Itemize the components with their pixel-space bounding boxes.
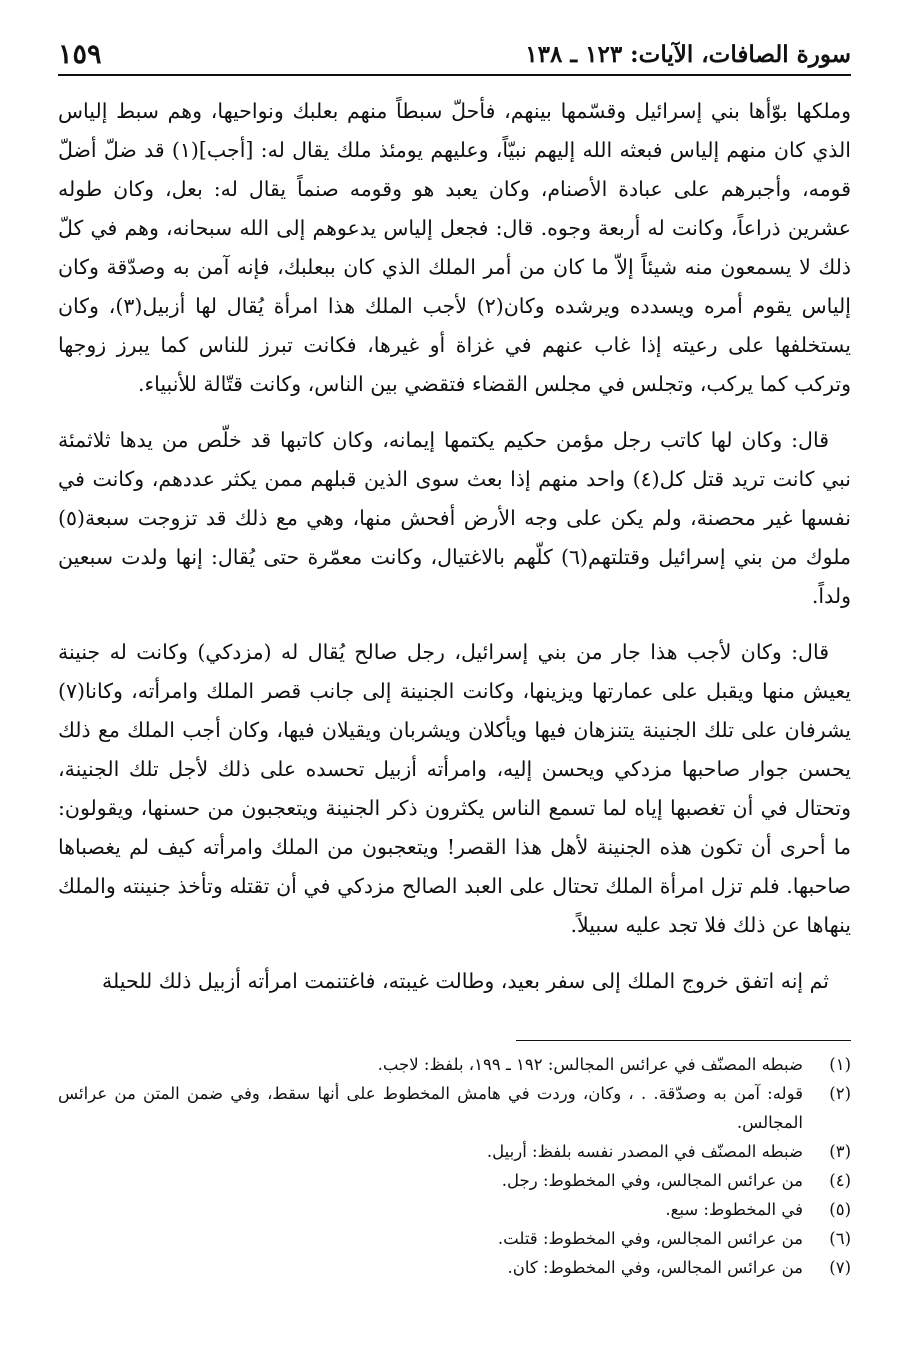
footnote-item	[58, 1253, 851, 1282]
footnote-divider	[516, 1040, 851, 1041]
paragraph-1: وملكها بوّأها بني إسرائيل وقسّمها بينهم، فأحلّ سبطاً منهم بعلبك ونواحيها، وهم سبط إلياس الذي كان منهم إلياس فبعثه الله إليهم نبيّاً، وعليهم يومئذ ملك يقال له: [أجب](١) قد ضلّ أضلّ قومه، وأجبرهم على عبادة الأصنام، وكان يعبد هو وقومه صنماً يقال له: بعل، وكان طوله عشرين ذراعاً، وكانت له أربعة وجوه. قال: فجعل إلياس يدعوهم إلى الله سبحانه، وهم في كلّ ذلك لا يسمعون منه شيئاً إلاّ ما كان من أمر الملك الذي كان ببعلبك، فإنه آمن به وصدّقة وكان إلياس يقوم أمره ويسدده ويرشده وكان(٢) لأجب الملك هذا امرأة يُقال لها أزبيل(٣)، وكان يستخلفها على رعيته إذا غاب عنهم في غزاة أو غيرها، فكانت تبرز للناس كما يبرز زوجها وتركب كما يركب، وتجلس في مجلس القضاء فتقضي بين الناس، وكانت قتّالة للأنبياء.	[58, 99, 852, 396]
footnote-item	[58, 1166, 851, 1195]
footnote-number: (١)	[829, 1055, 851, 1074]
footnote-item	[58, 1050, 851, 1079]
footnote-item	[58, 1137, 851, 1166]
paragraph-3: قال: وكان لأجب هذا جار من بني إسرائيل، رجل صالح يُقال له (مزدكي) وكانت له جنينة يعيش منها ويقبل على عمارتها ويزينها، وكانت الجنينة إلى جانب قصر الملك وامرأته، وكانا(٧) يشرفان على تلك الجنينة يتنزهان فيها ويأكلان ويشربان ويقيلان فيها، وكان أجب الملك مع ذلك يحسن جوار صاحبها مزدكي ويحسن إليه، وامرأته أزبيل تحسده على ذلك لأجل تلك الجنينة، وتحتال في أن تغصبها إياه لما تسمع الناس يكثرون ذكر الجنينة ويتعجبون من حسنها، ويقولون: ما أحرى أن تكون هذه الجنينة لأهل هذا القصر! ويتعجبون من الملك وامرأته كيف لم يغصباها صاحبها. فلم تزل امرأة الملك تحتال على العبد الصالح مزدكي في أن تقتله وتأخذ جنينته والملك ينهاها عن ذلك فلا تجد عليه سبيلاً.	[58, 640, 852, 937]
page-header	[58, 30, 851, 76]
footnote-text: من عرائس المجالس، وفي المخطوط: رجل.	[501, 1171, 803, 1190]
footnote-number: (٥)	[829, 1200, 851, 1219]
footnote-item	[58, 1195, 851, 1224]
footnote-number: (٦)	[829, 1229, 851, 1248]
footnote-number: (٢)	[829, 1084, 851, 1103]
paragraph-4: ثم إنه اتفق خروج الملك إلى سفر بعيد، وطالت غيبته، فاغتنمت امرأته أزبيل ذلك للحيلة	[102, 969, 829, 993]
main-text	[58, 92, 851, 1018]
running-title: سورة الصافات، الآيات: ١٢٣ ـ ١٣٨	[525, 41, 851, 68]
footnote-number: (٣)	[829, 1142, 851, 1161]
footnote-text: من عرائس المجالس، وفي المخطوط: كان.	[507, 1258, 803, 1277]
paragraph-2: قال: وكان لها كاتب رجل مؤمن حكيم يكتمها إيمانه، وكان كاتبها قد خلّص من يدها ثلاثمئة نبي كانت تريد قتل كل(٤) واحد منهم إذا بعث سوى الذين قبلهم ممن يكثر عددهم، وكانت في نفسها غير محصنة، ولم يكن على وجه الأرض أفحش منها، وهي مع ذلك قد تزوجت سبعة(٥) ملوك من بني إسرائيل وقتلتهم(٦) كلّهم بالاغتيال، وكانت معمّرة حتى يُقال: إنها ولدت سبعين ولداً.	[58, 428, 851, 608]
footnote-text: قوله: آمن به وصدّقة. . ، وكان، وردت في هامش المخطوط على أنها سقط، وفي ضمن المتن من عرائس المجالس.	[58, 1084, 803, 1132]
footnote-item	[58, 1079, 851, 1137]
footnote-number: (٧)	[829, 1258, 851, 1277]
footnote-text: ضبطه المصنّف في عرائس المجالس: ١٩٢ ـ ١٩٩، بلفظ: لاجب.	[377, 1055, 803, 1074]
footnote-item	[58, 1224, 851, 1253]
footnote-number: (٤)	[829, 1171, 851, 1190]
page-number: ١٥٩	[58, 39, 102, 70]
footnote-text: ضبطه المصنّف في المصدر نفسه بلفظ: أربيل.	[486, 1142, 803, 1161]
footnote-text: في المخطوط: سبع.	[665, 1200, 803, 1219]
footnotes	[58, 1050, 851, 1282]
footnote-text: من عرائس المجالس، وفي المخطوط: قتلت.	[497, 1229, 803, 1248]
